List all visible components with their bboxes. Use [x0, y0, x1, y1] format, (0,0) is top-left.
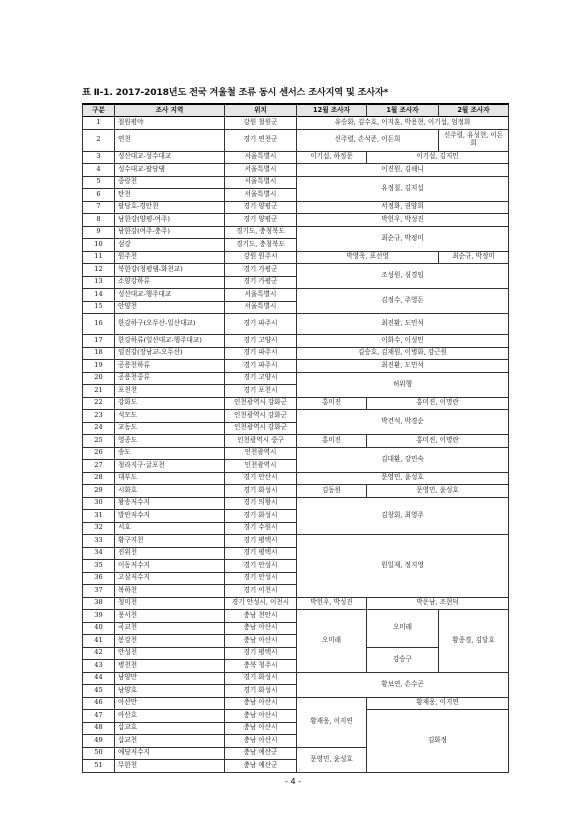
- survey-location: 충남 아산시: [225, 622, 297, 635]
- table-row: [83, 176, 509, 189]
- table-row: [83, 447, 509, 460]
- surveyors: 최진환, 도민석: [297, 314, 509, 335]
- table-row: [83, 264, 509, 277]
- survey-area: 강화도: [115, 397, 225, 410]
- survey-location: 경기 평택시: [225, 535, 297, 548]
- row-number: 41: [83, 635, 115, 648]
- survey-area: 석모도: [115, 410, 225, 423]
- table-row: [83, 251, 509, 264]
- survey-area: 교동도: [115, 422, 225, 435]
- surveyors-dec: 홍미진: [297, 397, 367, 410]
- header-area: 조사 지역: [115, 104, 225, 117]
- survey-location: 충남 예산군: [225, 747, 297, 760]
- header-location: 위치: [225, 104, 297, 117]
- survey-area: 성산대교-행주대교: [115, 289, 225, 302]
- survey-table: [82, 103, 509, 773]
- survey-location: 경기 고양시: [225, 372, 297, 385]
- row-number: 12: [83, 264, 115, 277]
- row-number: 48: [83, 722, 115, 735]
- row-number: 9: [83, 226, 115, 239]
- survey-area: 복하천: [115, 585, 225, 598]
- survey-location: 충남 아산시: [225, 710, 297, 723]
- row-number: 50: [83, 747, 115, 760]
- survey-location: 인천광역시: [225, 460, 297, 473]
- survey-location: 강원 원주시: [225, 251, 297, 264]
- survey-location: 경기 화성시: [225, 510, 297, 523]
- surveyors-feb: 최순규, 박정미: [439, 251, 509, 264]
- survey-location: 충남 아산시: [225, 735, 297, 748]
- survey-area: 청라지구·굴포천: [115, 460, 225, 473]
- row-number: 10: [83, 239, 115, 252]
- survey-location: 경기 안성시: [225, 572, 297, 585]
- survey-area: 공릉천하류: [115, 360, 225, 373]
- row-number: 4: [83, 164, 115, 177]
- survey-location: 경기도, 충청북도: [225, 226, 297, 239]
- surveyors: 박건석, 박경순: [297, 410, 509, 435]
- row-number: 13: [83, 276, 115, 289]
- row-number: 46: [83, 697, 115, 710]
- surveyors: 김승호, 김재원, 이병화, 강근원: [297, 347, 509, 360]
- header-december: 12월 조사자: [297, 104, 367, 117]
- table-row: [83, 672, 509, 685]
- survey-location: 서울특별시: [225, 176, 297, 189]
- row-number: 18: [83, 347, 115, 360]
- row-number: 5: [83, 176, 115, 189]
- survey-area: 성수대교-팔당댐: [115, 164, 225, 177]
- table-row: [83, 226, 509, 239]
- survey-location: 경기 연천군: [225, 129, 297, 151]
- row-number: 20: [83, 372, 115, 385]
- surveyors-dec: 오미래: [297, 610, 367, 673]
- row-number: 24: [83, 422, 115, 435]
- surveyors-jan-feb: 홍미진, 이명란: [367, 435, 509, 448]
- row-number: 16: [83, 314, 115, 335]
- survey-location: 충북 청주시: [225, 660, 297, 673]
- table-row: [83, 151, 509, 164]
- row-number: 42: [83, 647, 115, 660]
- header-january: 1월 조사자: [367, 104, 439, 117]
- row-number: 31: [83, 510, 115, 523]
- table-row: [83, 397, 509, 410]
- page-number: - 4 -: [285, 777, 301, 786]
- survey-area: 팔당호-경안천: [115, 201, 225, 214]
- table-row: [83, 214, 509, 227]
- table-row: [83, 360, 509, 373]
- survey-area: 임진강(장남교-오두산): [115, 347, 225, 360]
- survey-location: 인천광역시 강화군: [225, 422, 297, 435]
- survey-area: 황구지천: [115, 535, 225, 548]
- survey-area: 공릉천중류: [115, 372, 225, 385]
- survey-location: 서울특별시: [225, 164, 297, 177]
- survey-area: 남양만: [115, 672, 225, 685]
- row-number: 38: [83, 597, 115, 610]
- survey-area: 포천천: [115, 385, 225, 398]
- survey-area: 고삼저수지: [115, 572, 225, 585]
- survey-area: 삽교호: [115, 722, 225, 735]
- row-number: 26: [83, 447, 115, 460]
- survey-location: 서울특별시: [225, 289, 297, 302]
- surveyors: 서정화, 권양희: [297, 201, 509, 214]
- survey-location: 경기 의왕시: [225, 497, 297, 510]
- survey-area: 이동저수지: [115, 560, 225, 573]
- row-number: 14: [83, 289, 115, 302]
- survey-location: 경기 포천시: [225, 385, 297, 398]
- surveyors-feb: 황종경, 김달호: [439, 610, 509, 673]
- table-row: [83, 335, 509, 348]
- surveyors-dec: 박헌우, 박성진: [297, 597, 367, 610]
- survey-area: 시화호: [115, 485, 225, 498]
- survey-location: 경기 안성시: [225, 560, 297, 573]
- survey-area: 곡교천: [115, 622, 225, 635]
- row-number: 34: [83, 547, 115, 560]
- surveyors: 이화수, 이성민: [297, 335, 509, 348]
- survey-area: 한강하구(오두산-일산대교): [115, 314, 225, 335]
- survey-location: 경기 화성시: [225, 685, 297, 698]
- surveyors-dec: 김동원: [297, 485, 367, 498]
- surveyors: 원일재, 정지영: [297, 535, 509, 598]
- survey-location: 충남 아산시: [225, 697, 297, 710]
- table-row: [83, 472, 509, 485]
- row-number: 32: [83, 522, 115, 535]
- surveyors: 최순규, 박정미: [297, 226, 509, 251]
- table-row: [83, 535, 509, 548]
- table-header-row: [83, 104, 509, 117]
- row-number: 23: [83, 410, 115, 423]
- surveyors: 김정수, 주영돈: [297, 289, 509, 314]
- survey-area: 원주천: [115, 251, 225, 264]
- row-number: 1: [83, 117, 115, 130]
- survey-location: 경기 화성시: [225, 485, 297, 498]
- survey-location: 경기 가평군: [225, 276, 297, 289]
- surveyors-jan-feb: 박운남, 조현덕: [367, 597, 509, 610]
- survey-location: 경기 안산시: [225, 472, 297, 485]
- survey-location: 서울특별시: [225, 301, 297, 314]
- row-number: 33: [83, 535, 115, 548]
- table-row: [83, 710, 509, 723]
- row-number: 29: [83, 485, 115, 498]
- survey-area: 철원평야: [115, 117, 225, 130]
- survey-location: 경기 고양시: [225, 335, 297, 348]
- row-number: 27: [83, 460, 115, 473]
- survey-location: 경기 평택시: [225, 547, 297, 560]
- survey-area: 예당저수지: [115, 747, 225, 760]
- row-number: 44: [83, 672, 115, 685]
- survey-location: 경기 양평군: [225, 201, 297, 214]
- surveyors: 유정칠, 김지섭: [297, 176, 509, 201]
- survey-location: 경기도, 충청북도: [225, 239, 297, 252]
- table-row: [83, 129, 509, 151]
- surveyors: 조성원, 심경임: [297, 264, 509, 289]
- survey-area: 청미천: [115, 597, 225, 610]
- table-row: [83, 697, 509, 710]
- row-number: 51: [83, 760, 115, 773]
- row-number: 19: [83, 360, 115, 373]
- surveyors-jan-feb: 이기섭, 김지민: [367, 151, 509, 164]
- surveyors-dec-jan: 신주렬, 손석준, 이돈희: [297, 129, 439, 151]
- survey-area: 소양강하류: [115, 276, 225, 289]
- survey-location: 충남 아산시: [225, 722, 297, 735]
- survey-area: 성산대교-성수대교: [115, 151, 225, 164]
- table-title: 표 Ⅱ-1. 2017-2018년도 전국 겨울철 조류 동시 센서스 조사지역 및 조사자*: [82, 87, 389, 98]
- survey-location: 경기 수원시: [225, 522, 297, 535]
- survey-location: 충남 아산시: [225, 635, 297, 648]
- survey-area: 삽교천: [115, 735, 225, 748]
- row-number: 28: [83, 472, 115, 485]
- survey-area: 남한강(여주-충주): [115, 226, 225, 239]
- row-number: 11: [83, 251, 115, 264]
- survey-area: 영종도: [115, 435, 225, 448]
- row-number: 45: [83, 685, 115, 698]
- surveyors: 황보연, 손수곤: [297, 672, 509, 697]
- row-number: 8: [83, 214, 115, 227]
- survey-area: 아산만: [115, 697, 225, 710]
- row-number: 40: [83, 622, 115, 635]
- survey-area: 송도: [115, 447, 225, 460]
- surveyors-jan-feb: 김화정: [367, 710, 509, 773]
- surveyors-feb: 신주렬, 유성현, 이돈희: [439, 129, 509, 151]
- surveyors-dec-jan: 박영욱, 표선영: [297, 251, 439, 264]
- survey-location: 경기 안성시, 이천시: [225, 597, 297, 610]
- survey-area: 한강하류(일산대교-행주대교): [115, 335, 225, 348]
- row-number: 2: [83, 129, 115, 151]
- surveyors-dec: 황재웅, 이지연: [297, 697, 367, 747]
- survey-location: 인천광역시: [225, 447, 297, 460]
- survey-area: 안성천: [115, 647, 225, 660]
- survey-location: 인천광역시 강화군: [225, 410, 297, 423]
- survey-location: 경기 가평군: [225, 264, 297, 277]
- survey-location: 경기 파주시: [225, 360, 297, 373]
- surveyors: 유승화, 김수호, 이지훈, 박용현, 이기섭, 엄정희: [297, 117, 509, 130]
- survey-location: 경기 이천시: [225, 585, 297, 598]
- survey-area: 남양호: [115, 685, 225, 698]
- survey-area: 왕송저수지: [115, 497, 225, 510]
- row-number: 6: [83, 189, 115, 202]
- row-number: 30: [83, 497, 115, 510]
- row-number: 25: [83, 435, 115, 448]
- table-row: [83, 117, 509, 130]
- table-row: [83, 410, 509, 423]
- survey-area: 서호: [115, 522, 225, 535]
- survey-location: 서울특별시: [225, 189, 297, 202]
- survey-location: 충남 예산군: [225, 760, 297, 773]
- survey-area: 아산호: [115, 710, 225, 723]
- survey-area: 봉강천: [115, 635, 225, 648]
- surveyors-jan-feb: 홍미진, 이명란: [367, 397, 509, 410]
- row-number: 36: [83, 572, 115, 585]
- surveyors: 허위행: [297, 372, 509, 397]
- row-number: 3: [83, 151, 115, 164]
- survey-area: 대부도: [115, 472, 225, 485]
- row-number: 39: [83, 610, 115, 623]
- table-row: [83, 435, 509, 448]
- surveyors-jan-feb: 황재웅, 이지연: [367, 697, 509, 710]
- header-category: 구분: [83, 104, 115, 117]
- surveyors-jan-feb: 문영민, 윤성호: [367, 485, 509, 498]
- survey-area: 북한강(청평댐-화천교): [115, 264, 225, 277]
- surveyors: 이진원, 김해니: [297, 164, 509, 177]
- table-row: [83, 597, 509, 610]
- table-row: [83, 485, 509, 498]
- survey-area: 진위천: [115, 547, 225, 560]
- row-number: 43: [83, 660, 115, 673]
- survey-location: 경기 파주시: [225, 314, 297, 335]
- table-row: [83, 610, 509, 623]
- survey-area: 남한강(양평-여주): [115, 214, 225, 227]
- row-number: 49: [83, 735, 115, 748]
- survey-location: 인천광역시 중구: [225, 435, 297, 448]
- survey-location: 경기 평택시: [225, 647, 297, 660]
- header-february: 2월 조사자: [439, 104, 509, 117]
- table-row: [83, 347, 509, 360]
- survey-area: 발안저수지: [115, 510, 225, 523]
- table-row: [83, 314, 509, 335]
- survey-location: 인천광역시 강화군: [225, 397, 297, 410]
- survey-area: 안양천: [115, 301, 225, 314]
- survey-area: 병천천: [115, 660, 225, 673]
- survey-area: 탄천: [115, 189, 225, 202]
- survey-location: 경기 화성시: [225, 672, 297, 685]
- surveyors: 김대환, 강민숙: [297, 447, 509, 472]
- survey-area: 중랑천: [115, 176, 225, 189]
- row-number: 47: [83, 710, 115, 723]
- row-number: 35: [83, 560, 115, 573]
- survey-location: 경기 양평군: [225, 214, 297, 227]
- surveyors: 김창회, 최영주: [297, 497, 509, 535]
- surveyors-dec: 홍미진: [297, 435, 367, 448]
- row-number: 37: [83, 585, 115, 598]
- row-number: 7: [83, 201, 115, 214]
- table-row: [83, 497, 509, 510]
- survey-area: 무한천: [115, 760, 225, 773]
- surveyors: 최진환, 도민석: [297, 360, 509, 373]
- survey-location: 충남 천안시: [225, 610, 297, 623]
- surveyors-jan: 오미래: [367, 610, 439, 648]
- table-row: [83, 201, 509, 214]
- row-number: 15: [83, 301, 115, 314]
- row-number: 22: [83, 397, 115, 410]
- row-number: 17: [83, 335, 115, 348]
- table-row: [83, 164, 509, 177]
- survey-location: 서울특별시: [225, 151, 297, 164]
- surveyors: 문영민, 윤성호: [297, 472, 509, 485]
- survey-area: 풍서천: [115, 610, 225, 623]
- survey-area: 연천: [115, 129, 225, 151]
- surveyors-jan: 강승구: [367, 647, 439, 672]
- survey-location: 강원 철원군: [225, 117, 297, 130]
- row-number: 21: [83, 385, 115, 398]
- surveyors-dec: 문영민, 윤성호: [297, 747, 367, 772]
- survey-location: 경기 파주시: [225, 347, 297, 360]
- table-row: [83, 289, 509, 302]
- surveyors-dec: 이기섭, 하정문: [297, 151, 367, 164]
- survey-area: 섬강: [115, 239, 225, 252]
- surveyors: 박헌우, 박성진: [297, 214, 509, 227]
- table-row: [83, 372, 509, 385]
